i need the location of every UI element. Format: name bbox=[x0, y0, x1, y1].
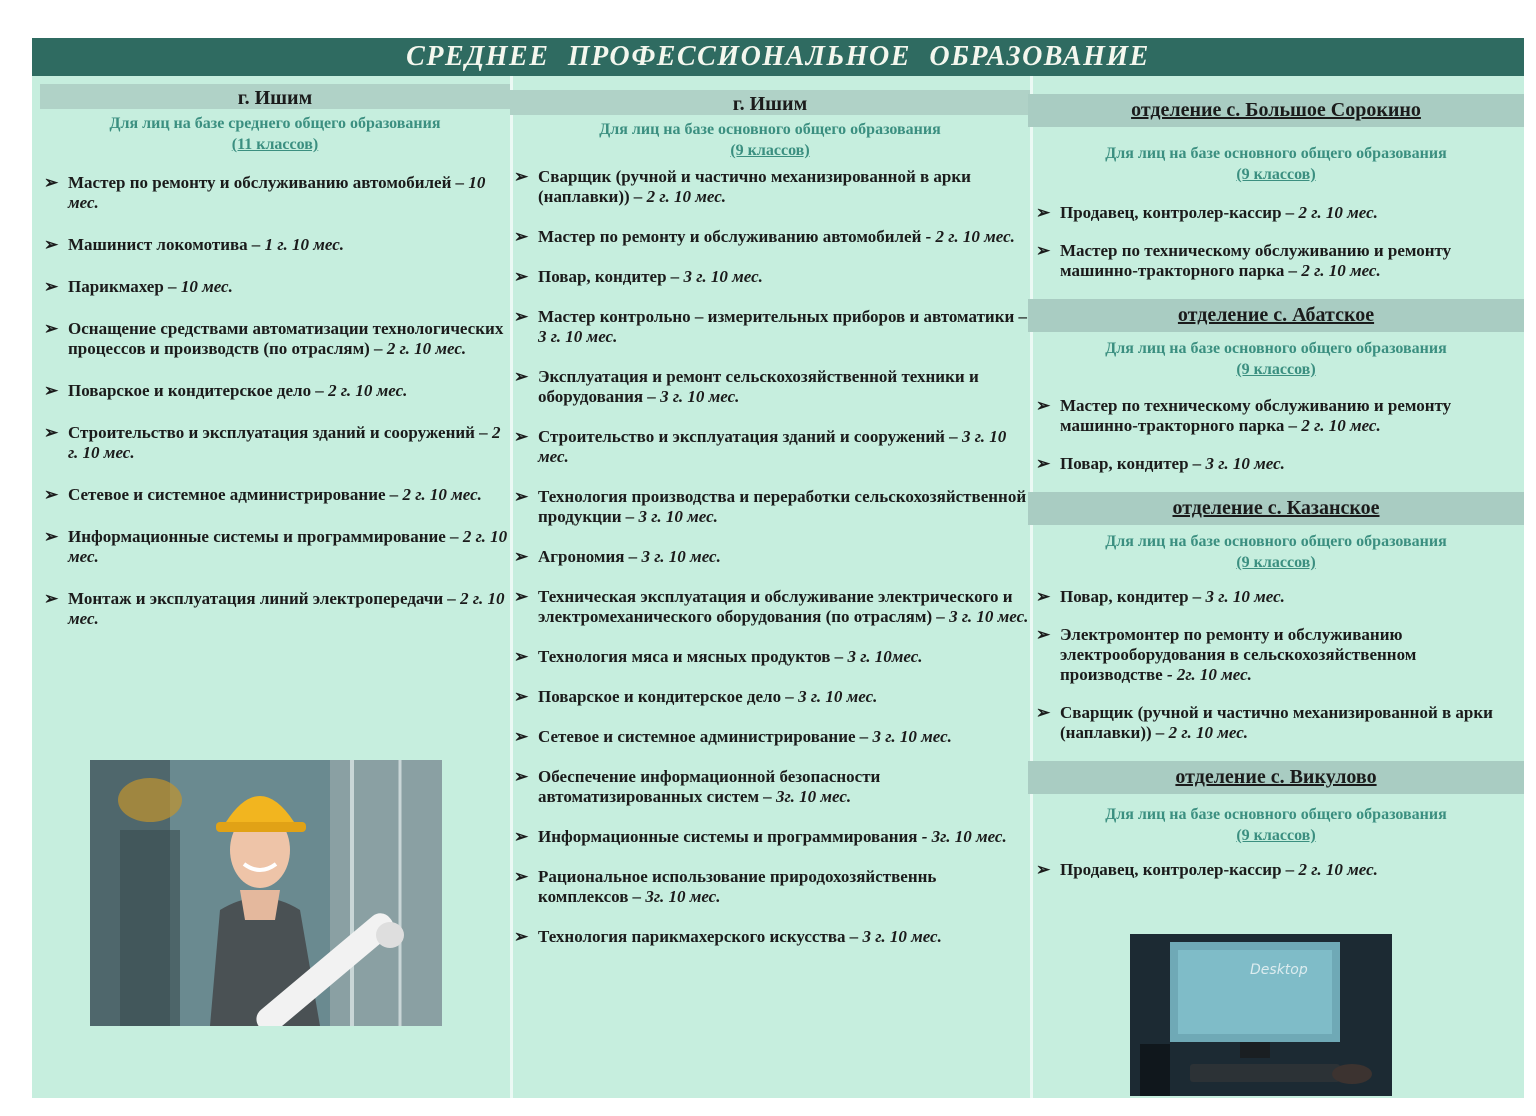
program-duration: – 3 г. 10 мес. bbox=[538, 427, 1007, 466]
program-item bbox=[1032, 241, 1520, 281]
photo-computer-illustration bbox=[1130, 934, 1392, 1096]
bullet-arrow-icon: ➢ bbox=[514, 927, 529, 946]
program-name: Строительство и эксплуатация зданий и сооружений bbox=[538, 427, 945, 446]
program-item bbox=[510, 927, 1030, 947]
program-name: Мастер по ремонту и обслуживанию автомобилей bbox=[68, 173, 452, 192]
bullet-arrow-icon: ➢ bbox=[514, 767, 529, 786]
bullet-arrow-icon: ➢ bbox=[514, 167, 529, 186]
program-duration: – 2 г. 10 мес. bbox=[1155, 723, 1248, 742]
program-name: Технология парикмахерского искусства bbox=[538, 927, 846, 946]
column-branches bbox=[1032, 94, 1520, 898]
program-name: Строительство и эксплуатация зданий и сооружений bbox=[68, 423, 475, 442]
program-duration: – 2 г. 10 мес. bbox=[315, 381, 408, 400]
program-name: Парикмахер bbox=[68, 277, 164, 296]
education-basis bbox=[1032, 531, 1520, 573]
program-item bbox=[40, 589, 510, 629]
program-item bbox=[40, 235, 510, 255]
program-item bbox=[510, 727, 1030, 747]
program-name: Монтаж и эксплуатация линий электропередачи bbox=[68, 589, 444, 608]
department-block bbox=[1032, 492, 1520, 743]
city-heading: г. Ишим bbox=[40, 84, 510, 109]
department-block bbox=[1032, 299, 1520, 474]
program-item bbox=[510, 587, 1030, 627]
program-name: Технология производства и переработки сельскохозяйственной продукции bbox=[538, 487, 1027, 526]
program-duration: – 2 г. 10 мес. bbox=[389, 485, 482, 504]
program-name: Поварское и кондитерское дело bbox=[538, 687, 782, 706]
bullet-arrow-icon: ➢ bbox=[514, 827, 529, 846]
program-name: Продавец, контролер-кассир bbox=[1060, 203, 1282, 222]
program-name: Электромонтер по ремонту и обслуживанию электрооборудования в сельскохозяйственном производстве bbox=[1060, 625, 1417, 684]
program-duration: – 3 г. 10 мес. bbox=[538, 307, 1028, 346]
program-name: Рациональное использование природохозяйственнь комплексов bbox=[538, 867, 937, 906]
program-duration: – 3 г. 10 мес. bbox=[785, 687, 878, 706]
program-item bbox=[510, 307, 1030, 347]
program-name: Повар, кондитер bbox=[1060, 454, 1189, 473]
program-name: Информационные системы и программирование bbox=[68, 527, 446, 546]
bullet-arrow-icon: ➢ bbox=[44, 589, 59, 608]
program-duration: – 2 г. 10 мес. bbox=[68, 423, 501, 462]
bullet-arrow-icon: ➢ bbox=[1036, 625, 1051, 644]
basis-grades: (9 классов) bbox=[1236, 361, 1316, 378]
program-item bbox=[40, 173, 510, 213]
program-item bbox=[1032, 454, 1520, 474]
program-name: Оснащение средствами автоматизации технологических процессов и производств (по отраслям) bbox=[68, 319, 504, 358]
bullet-arrow-icon: ➢ bbox=[514, 427, 529, 446]
column-ishim-9 bbox=[510, 90, 1030, 967]
bullet-arrow-icon: ➢ bbox=[514, 647, 529, 666]
program-name: Техническая эксплуатация и обслуживание электрического и электромеханического оборудования (по отраслям) bbox=[538, 587, 1013, 626]
basis-text: Для лиц на базе основного общего образования bbox=[1105, 145, 1447, 162]
bullet-arrow-icon: ➢ bbox=[514, 227, 529, 246]
program-list bbox=[510, 167, 1030, 947]
program-duration: – 3г. 10 мес. bbox=[763, 787, 852, 806]
program-duration: – 3 г. 10 мес. bbox=[849, 927, 942, 946]
program-name: Агрономия bbox=[538, 547, 625, 566]
program-duration: – 3 г. 10 мес. bbox=[628, 547, 721, 566]
bullet-arrow-icon: ➢ bbox=[514, 487, 529, 506]
program-name: Мастер по техническому обслуживанию и ремонту машинно-тракторного парка bbox=[1060, 396, 1452, 435]
program-name: Сетевое и системное администрирование bbox=[538, 727, 856, 746]
basis-text: Для лиц на базе основного общего образования bbox=[1105, 533, 1447, 550]
program-name: Эксплуатация и ремонт сельскохозяйственной техники и оборудования bbox=[538, 367, 979, 406]
program-item bbox=[510, 487, 1030, 527]
bullet-arrow-icon: ➢ bbox=[1036, 703, 1051, 722]
bullet-arrow-icon: ➢ bbox=[1036, 860, 1051, 879]
bullet-arrow-icon: ➢ bbox=[44, 485, 59, 504]
basis-grades: (9 классов) bbox=[730, 142, 810, 159]
education-basis bbox=[40, 113, 510, 155]
program-name: Поварское и кондитерское дело bbox=[68, 381, 312, 400]
program-name: Машинист локомотива bbox=[68, 235, 248, 254]
department-heading: отделение с. Большое Сорокино bbox=[1028, 94, 1524, 127]
program-duration: - 3г. 10 мес. bbox=[921, 827, 1007, 846]
department-heading: отделение с. Викулово bbox=[1028, 761, 1524, 794]
program-name: Повар, кондитер bbox=[538, 267, 667, 286]
department-block bbox=[1032, 761, 1520, 880]
basis-text: Для лиц на базе основного общего образования bbox=[1105, 806, 1447, 823]
program-duration: – 3 г. 10 мес. bbox=[647, 387, 740, 406]
photo-computer bbox=[1130, 934, 1392, 1096]
program-item bbox=[40, 527, 510, 567]
program-item bbox=[1032, 587, 1520, 607]
program-duration: – 1 г. 10 мес. bbox=[251, 235, 344, 254]
bullet-arrow-icon: ➢ bbox=[44, 173, 59, 192]
bullet-arrow-icon: ➢ bbox=[1036, 241, 1051, 260]
program-duration: – 3 г. 10 мес. bbox=[936, 607, 1029, 626]
program-name: Информационные системы и программирования bbox=[538, 827, 918, 846]
program-duration: – 3 г. 10 мес. bbox=[625, 507, 718, 526]
program-item bbox=[1032, 860, 1520, 880]
program-item bbox=[510, 167, 1030, 207]
program-list bbox=[40, 173, 510, 629]
bullet-arrow-icon: ➢ bbox=[44, 423, 59, 442]
program-duration: – 2 г. 10 мес. bbox=[1285, 203, 1378, 222]
program-item bbox=[510, 827, 1030, 847]
program-item bbox=[510, 227, 1030, 247]
program-item bbox=[510, 647, 1030, 667]
bullet-arrow-icon: ➢ bbox=[514, 307, 529, 326]
program-item bbox=[40, 423, 510, 463]
bullet-arrow-icon: ➢ bbox=[44, 319, 59, 338]
program-name: Сетевое и системное администрирование bbox=[68, 485, 386, 504]
program-duration: - 2г. 10 мес. bbox=[1166, 665, 1252, 684]
department-block bbox=[1032, 94, 1520, 281]
program-item bbox=[40, 381, 510, 401]
program-name: Повар, кондитер bbox=[1060, 587, 1189, 606]
section-banner: СРЕДНЕЕ ПРОФЕССИОНАЛЬНОЕ ОБРАЗОВАНИЕ bbox=[32, 38, 1524, 76]
program-duration: – 3 г. 10мес. bbox=[834, 647, 923, 666]
basis-grades: (9 классов) bbox=[1236, 554, 1316, 571]
program-duration: – 2 г. 10 мес. bbox=[1288, 261, 1381, 280]
bullet-arrow-icon: ➢ bbox=[514, 727, 529, 746]
program-list bbox=[1032, 587, 1520, 743]
basis-text: Для лиц на базе основного общего образования bbox=[1105, 340, 1447, 357]
program-item bbox=[1032, 203, 1520, 223]
bullet-arrow-icon: ➢ bbox=[44, 527, 59, 546]
basis-grades: (9 классов) bbox=[1236, 827, 1316, 844]
education-basis bbox=[1032, 804, 1520, 846]
program-duration: – 10 мес. bbox=[68, 173, 486, 212]
program-list bbox=[1032, 396, 1520, 474]
program-item bbox=[1032, 396, 1520, 436]
program-duration: – 3г. 10 мес. bbox=[632, 887, 721, 906]
bullet-arrow-icon: ➢ bbox=[514, 587, 529, 606]
photo-builder-woman-illustration bbox=[90, 760, 442, 1026]
basis-grades: (9 классов) bbox=[1236, 166, 1316, 183]
program-name: Сварщик (ручной и частично механизированной в арки (наплавки)) bbox=[538, 167, 971, 206]
program-duration: – 2 г. 10 мес. bbox=[1285, 860, 1378, 879]
bullet-arrow-icon: ➢ bbox=[44, 381, 59, 400]
education-basis bbox=[1032, 338, 1520, 380]
department-heading: отделение с. Абатское bbox=[1028, 299, 1524, 332]
program-item bbox=[40, 485, 510, 505]
program-name: Продавец, контролер-кассир bbox=[1060, 860, 1282, 879]
education-basis bbox=[1032, 143, 1520, 185]
program-name: Мастер контрольно – измерительных приборов и автоматики bbox=[538, 307, 1015, 326]
program-duration: – 3 г. 10 мес. bbox=[1192, 587, 1285, 606]
program-item bbox=[510, 767, 1030, 807]
program-name: Мастер по ремонту и обслуживанию автомобилей bbox=[538, 227, 922, 246]
program-duration: – 3 г. 10 мес. bbox=[1192, 454, 1285, 473]
bullet-arrow-icon: ➢ bbox=[514, 867, 529, 886]
program-duration: – 2 г. 10 мес. bbox=[633, 187, 726, 206]
program-list bbox=[1032, 860, 1520, 880]
bullet-arrow-icon: ➢ bbox=[514, 367, 529, 386]
program-name: Мастер по техническому обслуживанию и ремонту машинно-тракторного парка bbox=[1060, 241, 1452, 280]
city-heading: г. Ишим bbox=[510, 90, 1030, 115]
program-duration: - 2 г. 10 мес. bbox=[925, 227, 1015, 246]
program-name: Сварщик (ручной и частично механизированной в арки (наплавки)) bbox=[1060, 703, 1493, 742]
bullet-arrow-icon: ➢ bbox=[514, 547, 529, 566]
program-list bbox=[1032, 203, 1520, 281]
program-duration: – 2 г. 10 мес. bbox=[68, 589, 505, 628]
photo-builder-woman bbox=[90, 760, 442, 1026]
bullet-arrow-icon: ➢ bbox=[44, 235, 59, 254]
bullet-arrow-icon: ➢ bbox=[1036, 396, 1051, 415]
program-item bbox=[40, 277, 510, 297]
bullet-arrow-icon: ➢ bbox=[1036, 587, 1051, 606]
program-duration: – 2 г. 10 мес. bbox=[68, 527, 508, 566]
program-item bbox=[510, 427, 1030, 467]
bullet-arrow-icon: ➢ bbox=[1036, 454, 1051, 473]
program-name: Технология мяса и мясных продуктов bbox=[538, 647, 831, 666]
basis-text: Для лиц на базе основного общего образования bbox=[599, 121, 941, 138]
basis-grades: (11 классов) bbox=[231, 136, 319, 153]
bullet-arrow-icon: ➢ bbox=[1036, 203, 1051, 222]
department-heading: отделение с. Казанское bbox=[1028, 492, 1524, 525]
program-name: Обеспечение информационной безопасности автоматизированных систем bbox=[538, 767, 881, 806]
program-item bbox=[40, 319, 510, 359]
bullet-arrow-icon: ➢ bbox=[514, 687, 529, 706]
program-duration: – 3 г. 10 мес. bbox=[859, 727, 952, 746]
program-item bbox=[510, 267, 1030, 287]
program-duration: – 2 г. 10 мес. bbox=[1288, 416, 1381, 435]
program-item bbox=[510, 687, 1030, 707]
program-duration: – 10 мес. bbox=[168, 277, 233, 296]
program-item bbox=[1032, 703, 1520, 743]
education-basis bbox=[510, 119, 1030, 161]
program-item bbox=[1032, 625, 1520, 685]
program-item bbox=[510, 867, 1030, 907]
program-item bbox=[510, 367, 1030, 407]
program-duration: – 3 г. 10 мес. bbox=[670, 267, 763, 286]
screen-label: Desktop bbox=[1250, 962, 1308, 978]
program-item bbox=[510, 547, 1030, 567]
bullet-arrow-icon: ➢ bbox=[44, 277, 59, 296]
brochure-sheet bbox=[32, 38, 1524, 1098]
program-duration: – 2 г. 10 мес. bbox=[374, 339, 467, 358]
bullet-arrow-icon: ➢ bbox=[514, 267, 529, 286]
basis-text: Для лиц на базе среднего общего образования bbox=[109, 115, 441, 132]
column-ishim-11 bbox=[40, 84, 510, 651]
